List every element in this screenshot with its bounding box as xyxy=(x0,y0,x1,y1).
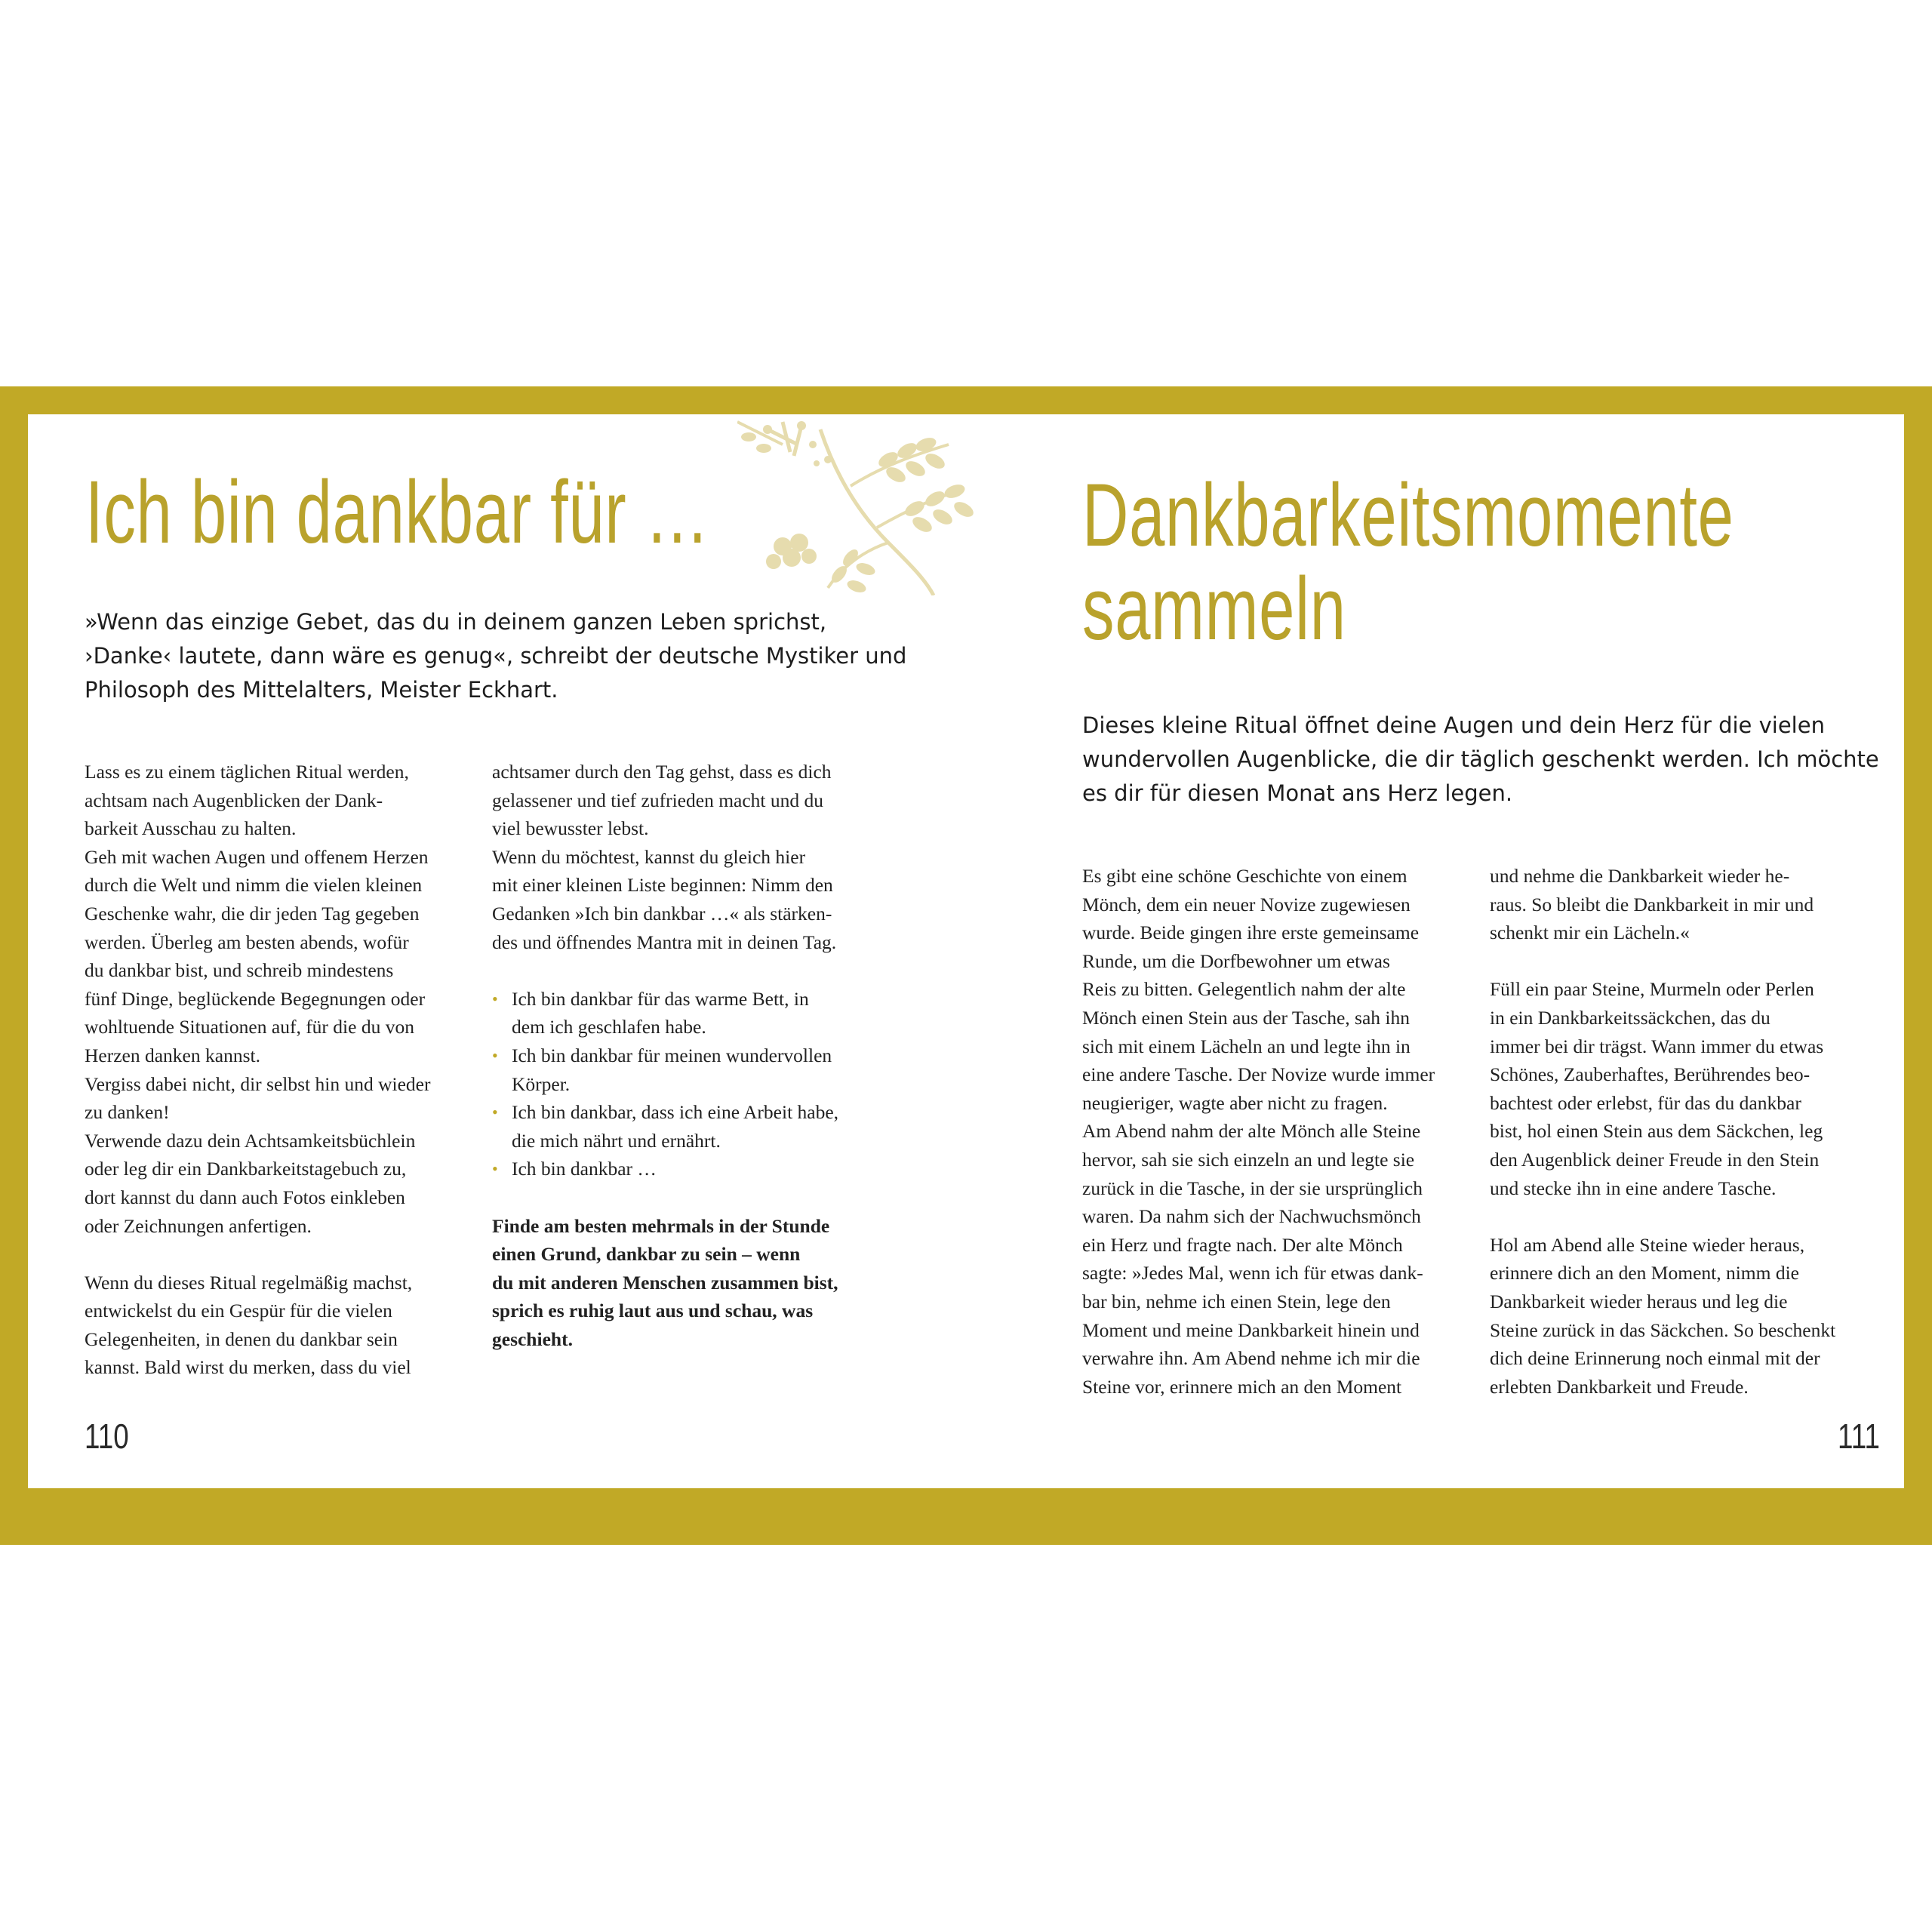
page-number-right: 111 xyxy=(1838,1417,1880,1456)
page-number-left: 110 xyxy=(85,1417,129,1456)
text-line: du mit anderen Menschen zusammen bist, xyxy=(492,1271,838,1294)
text-line: geschieht. xyxy=(492,1327,573,1350)
left-page xyxy=(28,414,966,1488)
text-line: des und öffnendes Mantra mit in deinen Tag. xyxy=(492,931,837,953)
text-line: achtsam nach Augenblicken der Dank- xyxy=(85,789,383,811)
list-item-line: • Ich bin dankbar … xyxy=(512,1158,657,1180)
right-lead-paragraph: Dieses kleine Ritual öffnet deine Augen und dein Herz für die vielen wundervollen Augenblicke, die dir täglich geschenkt werden. Ich möchte es dir für diesen Monat ans Herz legen. xyxy=(1082,712,1879,806)
text-line: in ein Dankbarkeitssäckchen, das du xyxy=(1490,1006,1770,1029)
text-line: Wenn du möchtest, kannst du gleich hier xyxy=(492,845,806,868)
text-line: Vergiss dabei nicht, dir selbst hin und wieder xyxy=(85,1072,431,1095)
text-line: Runde, um die Dorfbewohner um etwas xyxy=(1082,949,1390,972)
right-page xyxy=(966,414,1904,1488)
list-item-line: dem ich geschlafen habe. xyxy=(512,1016,706,1038)
text-line: Am Abend nahm der alte Mönch alle Steine xyxy=(1082,1120,1421,1143)
text-line: gelassener und tief zufrieden macht und du xyxy=(492,789,824,811)
text-line: sprich es ruhig laut aus und schau, was xyxy=(492,1300,814,1322)
text-line: Steine vor, erinnere mich an den Moment xyxy=(1082,1375,1402,1398)
text-line: Lass es zu einem täglichen Ritual werden, xyxy=(85,761,409,783)
left-column-1 xyxy=(85,758,477,1382)
left-column-2 xyxy=(492,758,900,1353)
list-item xyxy=(492,985,900,1041)
text-line: sich mit einem Lächeln an und legte ihn in xyxy=(1082,1035,1411,1057)
text-line: einen Grund, dankbar zu sein – wenn xyxy=(492,1243,801,1266)
right-title-line-1: Dankbarkeitsmomente xyxy=(1082,466,1734,565)
paragraph-gap xyxy=(492,956,900,985)
text-line: bachtest oder erlebst, für das du dankbar xyxy=(1490,1091,1801,1114)
text-line: Gedanken »Ich bin dankbar …« als stärken- xyxy=(492,902,832,924)
text-line: Wenn du dieses Ritual regelmäßig machst, xyxy=(85,1271,413,1294)
text-line: Verwende dazu dein Achtsamkeitsbüchlein xyxy=(85,1129,416,1152)
text-line: erinnere dich an den Moment, nimm die xyxy=(1490,1262,1800,1284)
list-item xyxy=(492,1041,900,1098)
text-line: mit einer kleinen Liste beginnen: Nimm den xyxy=(492,874,833,897)
right-title-line-2: sammeln xyxy=(1082,559,1346,659)
text-line: durch die Welt und nimm die vielen kleinen xyxy=(85,874,423,897)
text-line: Schönes, Zauberhaftes, Berührendes beo- xyxy=(1490,1063,1810,1086)
list-item-line: • Ich bin dankbar für das warme Bett, in xyxy=(512,987,809,1010)
text-line: Reis zu bitten. Gelegentlich nahm der alte xyxy=(1082,978,1406,1001)
text-line: sagte: »Jedes Mal, wenn ich für etwas dank- xyxy=(1082,1262,1423,1284)
text-line: schenkt mir ein Lächeln.« xyxy=(1490,921,1690,944)
list-item-line: • Ich bin dankbar für meinen wundervollen xyxy=(512,1044,832,1066)
list-item xyxy=(492,1155,900,1183)
text-line: Hol am Abend alle Steine wieder heraus, xyxy=(1490,1233,1805,1256)
text-line: Es gibt eine schöne Geschichte von einem xyxy=(1082,865,1407,887)
text-line: achtsamer durch den Tag gehst, dass es dich xyxy=(492,761,832,783)
text-line: Gelegenheiten, in denen du dankbar sein xyxy=(85,1327,398,1350)
text-line: ein Herz und fragte nach. Der alte Mönch xyxy=(1082,1233,1403,1256)
paragraph-gap xyxy=(85,1240,477,1269)
text-line: dort kannst du dann auch Fotos einkleben xyxy=(85,1186,405,1208)
text-line: neugieriger, wagte aber nicht zu fragen. xyxy=(1082,1091,1388,1114)
text-line: verwahre ihn. Am Abend nehme ich mir die xyxy=(1082,1347,1420,1370)
list-item-line: • Ich bin dankbar, dass ich eine Arbeit habe, xyxy=(512,1101,839,1124)
text-line: eine andere Tasche. Der Novize wurde immer xyxy=(1082,1063,1435,1086)
left-page-title: Ich bin dankbar für … xyxy=(85,463,710,562)
text-line: wurde. Beide gingen ihre erste gemeinsame xyxy=(1082,921,1420,944)
text-line: Geh mit wachen Augen und offenem Herzen xyxy=(85,845,429,868)
text-line: oder leg dir ein Dankbarkeitstagebuch zu, xyxy=(85,1158,407,1180)
left-lead-quote: »Wenn das einzige Gebet, das du in deinem ganzen Leben sprichst, ›Danke‹ lautete, dann wäre es genug«, schreibt der deutsche Mystiker und Philosoph des Mittelalters, Meister Eckhart. xyxy=(85,609,907,703)
paragraph-gap xyxy=(1490,947,1882,976)
text-line: Moment und meine Dankbarkeit hinein und xyxy=(1082,1318,1420,1341)
spread-content xyxy=(28,414,1904,1488)
text-line: Mönch, dem ein neuer Novize zugewiesen xyxy=(1082,893,1411,915)
list-item xyxy=(492,1098,900,1155)
text-line: zu danken! xyxy=(85,1101,170,1124)
text-line: Geschenke wahr, die dir jeden Tag gegeben xyxy=(85,902,420,924)
text-line: viel bewusster lebst. xyxy=(492,817,649,840)
text-line: dich deine Erinnerung noch einmal mit der xyxy=(1490,1347,1820,1370)
text-line: Herzen danken kannst. xyxy=(85,1044,260,1066)
text-line: du dankbar bist, und schreib mindestens xyxy=(85,959,394,982)
text-line: erlebten Dankbarkeit und Freude. xyxy=(1490,1375,1749,1398)
text-line: fünf Dinge, beglückende Begegnungen oder xyxy=(85,987,426,1010)
paragraph-gap xyxy=(492,1183,900,1212)
text-line: Füll ein paar Steine, Murmeln oder Perlen xyxy=(1490,978,1814,1001)
text-line: den Augenblick deiner Freude in den Stein xyxy=(1490,1148,1820,1171)
text-line: hervor, sah sie sich einzeln an und legte sie xyxy=(1082,1148,1415,1171)
right-column-2 xyxy=(1490,862,1882,1401)
text-line: Finde am besten mehrmals in der Stunde xyxy=(492,1214,830,1237)
text-line: wohltuende Situationen auf, für die du von xyxy=(85,1016,414,1038)
right-page-title xyxy=(1082,466,1734,659)
text-line: bar bin, nehme ich einen Stein, lege den xyxy=(1082,1290,1391,1312)
text-line: und stecke ihn in eine andere Tasche. xyxy=(1490,1177,1777,1199)
text-line: immer bei dir trägst. Wann immer du etwas xyxy=(1490,1035,1824,1057)
book-spread xyxy=(0,386,1932,1545)
text-line: zurück in die Tasche, in der sie ursprünglich xyxy=(1082,1177,1423,1199)
text-line: Steine zurück in das Säckchen. So beschenkt xyxy=(1490,1318,1836,1341)
list-item-line: Körper. xyxy=(512,1072,571,1095)
text-line: oder Zeichnungen anfertigen. xyxy=(85,1214,312,1237)
text-line: werden. Überleg am besten abends, wofür xyxy=(85,931,409,953)
text-line: raus. So bleibt die Dankbarkeit in mir und xyxy=(1490,893,1814,915)
list-item-line: die mich nährt und ernährt. xyxy=(512,1129,721,1152)
gratitude-list xyxy=(492,985,900,1183)
text-line: bist, hol einen Stein aus dem Säckchen, leg xyxy=(1490,1120,1823,1143)
text-line: Dankbarkeit wieder heraus und leg die xyxy=(1490,1290,1788,1312)
right-column-1 xyxy=(1082,862,1475,1401)
text-line: entwickelst du ein Gespür für die vielen xyxy=(85,1300,392,1322)
paragraph-gap xyxy=(1490,1202,1882,1231)
text-line: barkeit Ausschau zu halten. xyxy=(85,817,297,840)
text-line: waren. Da nahm sich der Nachwuchsmönch xyxy=(1082,1205,1421,1228)
text-line: Mönch einen Stein aus der Tasche, sah ihn xyxy=(1082,1006,1410,1029)
text-line: kannst. Bald wirst du merken, dass du viel xyxy=(85,1356,411,1379)
text-line: und nehme die Dankbarkeit wieder he- xyxy=(1490,865,1790,887)
